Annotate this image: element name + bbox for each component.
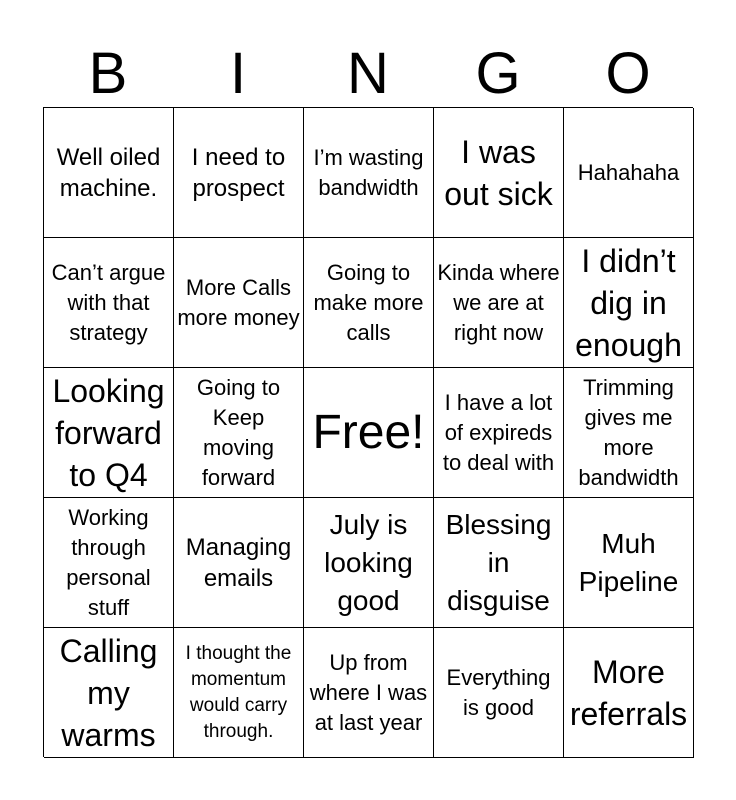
- cell-text: Muh Pipeline: [578, 527, 679, 597]
- cell-text: Everything is good: [446, 664, 551, 720]
- bingo-cell[interactable]: [304, 498, 434, 628]
- bingo-cell[interactable]: [44, 238, 174, 368]
- cell-text: Looking forward to Q4: [52, 372, 165, 493]
- cell-text: I was out sick: [444, 133, 553, 212]
- bingo-cell[interactable]: [44, 628, 174, 758]
- cell-text: Up from where I was at last year: [309, 649, 428, 735]
- header-letter-o: O: [605, 41, 651, 106]
- bingo-cell[interactable]: [44, 368, 174, 498]
- cell-text: Blessing in disguise: [445, 508, 552, 616]
- free-space-label: Free!: [312, 405, 425, 459]
- free-space-cell[interactable]: [304, 368, 434, 498]
- bingo-cell[interactable]: [434, 628, 564, 758]
- bingo-cell[interactable]: [434, 238, 564, 368]
- bingo-cell[interactable]: [434, 108, 564, 238]
- cell-text: Trimming gives me more bandwidth: [578, 374, 679, 490]
- bingo-cell[interactable]: [44, 498, 174, 628]
- cell-text: Going to make more calls: [313, 259, 424, 345]
- cell-text: Hahahaha: [577, 159, 680, 185]
- bingo-cell[interactable]: [174, 238, 304, 368]
- bingo-cell[interactable]: [174, 108, 304, 238]
- bingo-cell[interactable]: [44, 108, 174, 238]
- bingo-cell[interactable]: [304, 108, 434, 238]
- bingo-cell[interactable]: [564, 628, 694, 758]
- bingo-cell[interactable]: [304, 238, 434, 368]
- cell-text: I need to prospect: [191, 143, 286, 202]
- header-letter-n: N: [347, 41, 389, 106]
- bingo-header: [43, 42, 693, 106]
- cell-text: July is looking good: [324, 508, 413, 616]
- bingo-cell[interactable]: [564, 368, 694, 498]
- header-letter-i: I: [229, 41, 247, 106]
- cell-text: Can’t argue with that strategy: [51, 259, 166, 345]
- bingo-cell[interactable]: [174, 628, 304, 758]
- bingo-cell[interactable]: [564, 238, 694, 368]
- cell-text: I’m wasting bandwidth: [313, 144, 424, 200]
- cell-text: More referrals: [569, 653, 688, 732]
- cell-text: Kinda where we are at right now: [437, 259, 560, 345]
- cell-text: Well oiled machine.: [56, 143, 161, 202]
- cell-text: I thought the momentum would carry through.: [185, 642, 292, 742]
- cell-text: Calling my warms: [59, 632, 158, 753]
- cell-text: More Calls more money: [177, 274, 300, 330]
- bingo-cell[interactable]: [564, 498, 694, 628]
- cell-text: Working through personal stuff: [66, 504, 151, 620]
- bingo-board: [43, 107, 693, 757]
- bingo-cell[interactable]: [434, 498, 564, 628]
- cell-text: Managing emails: [185, 533, 292, 592]
- cell-text: Going to Keep moving forward: [196, 374, 281, 490]
- cell-text: I didn’t dig in enough: [575, 242, 682, 363]
- bingo-cell[interactable]: [564, 108, 694, 238]
- bingo-cell[interactable]: [174, 368, 304, 498]
- bingo-cell[interactable]: [434, 368, 564, 498]
- bingo-cell[interactable]: [304, 628, 434, 758]
- header-letter-g: G: [475, 41, 521, 106]
- header-letter-b: B: [88, 41, 128, 106]
- bingo-cell[interactable]: [174, 498, 304, 628]
- cell-text: I have a lot of expireds to deal with: [442, 389, 555, 475]
